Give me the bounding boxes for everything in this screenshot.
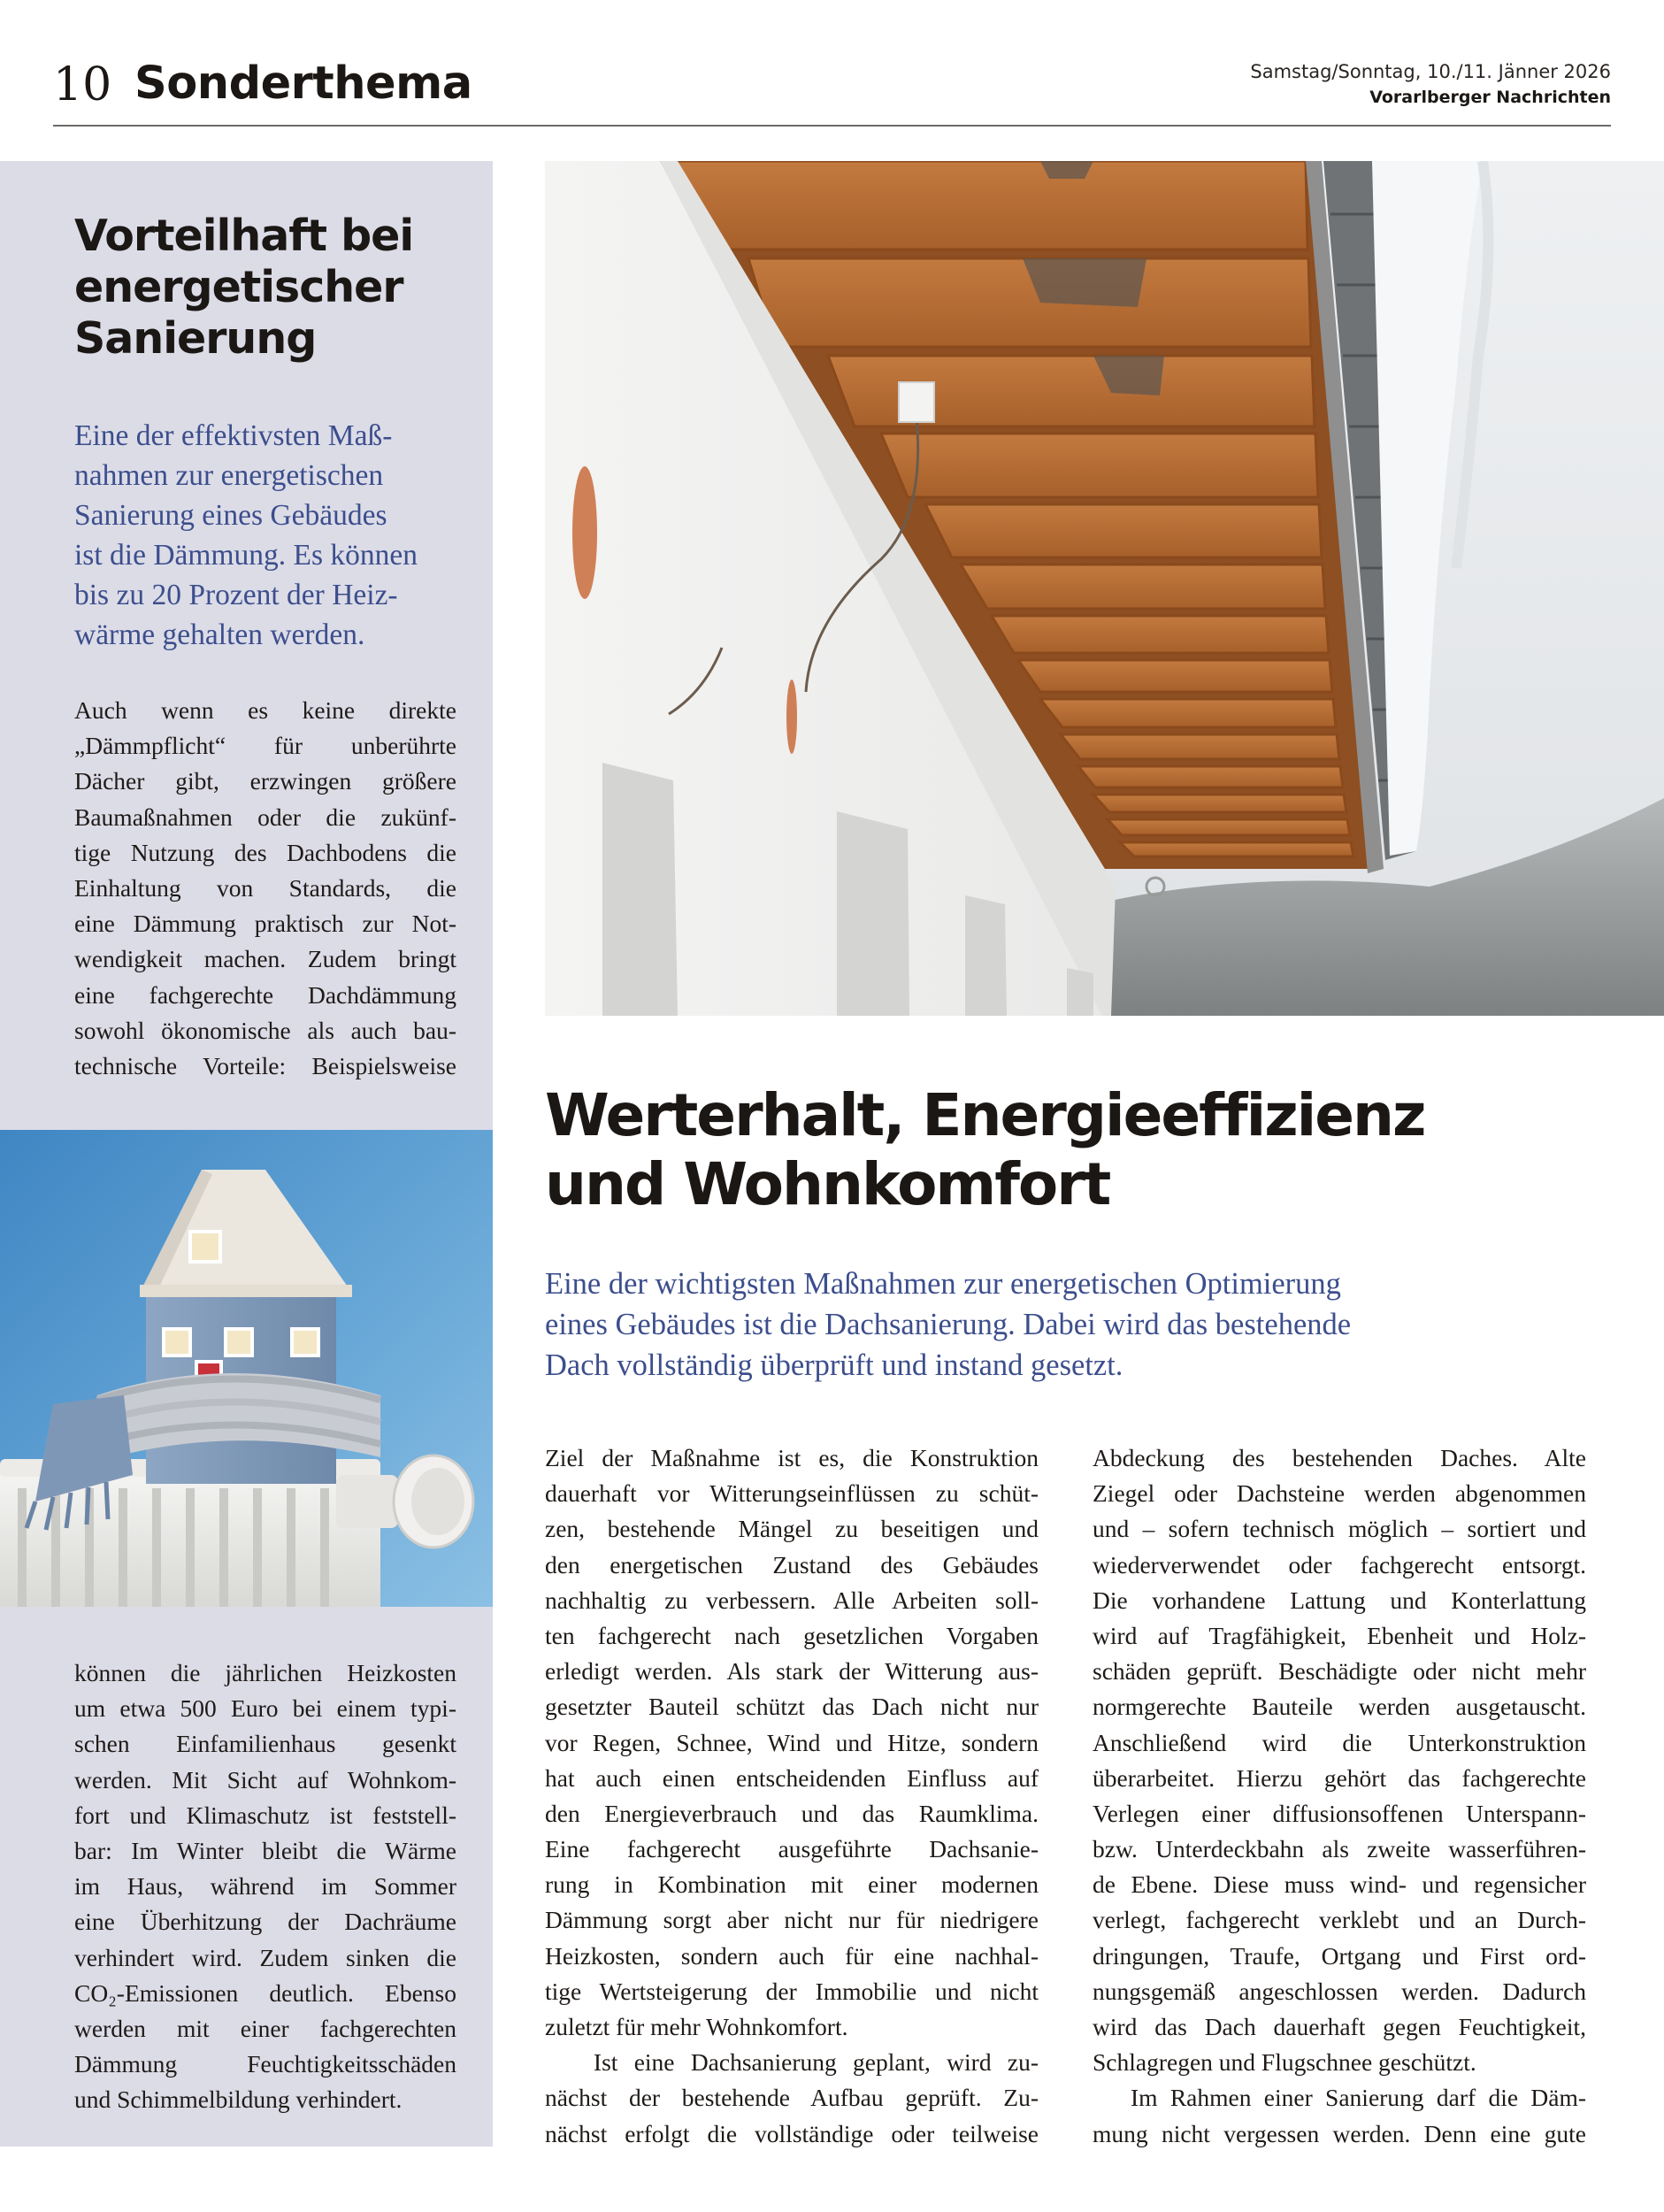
article-lead-line: Eine der wichtigsten Maßnahmen zur energetischen Optimierung: [545, 1267, 1341, 1301]
sidebar-headline: [74, 211, 464, 365]
sidebar-lead-line: Eine der effektivsten Maß-: [74, 419, 393, 452]
article-body-line: Anschließend wird die Unterkonstruktion: [1093, 1728, 1586, 1756]
article-body-line: nächst erfolgt die vollständige oder teilweise: [545, 2119, 1039, 2147]
article-headline: [545, 1081, 1606, 1219]
page-number: 10: [53, 58, 112, 111]
article-body-line: und – sofern technisch möglich – sortiert und: [1093, 1515, 1586, 1543]
article-body-line: wird das Dach dauerhaft gegen Feuchtigkeit,: [1093, 2013, 1586, 2040]
publication-name: Vorarlberger Nachrichten: [1369, 88, 1611, 107]
article-column-2: [1093, 1440, 1586, 2152]
sidebar-body-line: und Schimmelbildung verhindert.: [74, 2085, 403, 2114]
sidebar-body-line: sowohl ökonomische als auch bau-: [74, 1016, 456, 1044]
article-body-line: zen, bestehende Mängel zu beseitigen und: [545, 1515, 1039, 1543]
article-body-line: Im Rahmen einer Sanierung darf die Däm-: [1093, 2084, 1586, 2112]
article-body-line: Heizkosten, sondern auch für eine nachhal-: [545, 1941, 1039, 1970]
article-body-line: den Energieverbrauch und das Raumklima.: [545, 1799, 1039, 1827]
article-body-line: erledigt werden. Als stark der Witterung aus-: [545, 1657, 1039, 1686]
article-body-line: den energetischen Zustand des Gebäudes: [545, 1550, 1039, 1578]
sidebar-body-line: eine Überhitzung der Dachräume: [74, 1908, 456, 1936]
sidebar-body-line: um etwa 500 Euro bei einem typi-: [74, 1694, 456, 1723]
sidebar-body-line: werden mit einer fachgerechten: [74, 2014, 456, 2042]
sidebar-body-part1: [74, 693, 456, 1084]
sidebar-lead-line: bis zu 20 Prozent der Heiz-: [74, 579, 398, 611]
article-lead-line: eines Gebäudes ist die Dachsanierung. Dabei wird das bestehende: [545, 1308, 1352, 1341]
article-body-line: Ziegel oder Dachsteine werden abgenommen: [1093, 1479, 1586, 1508]
sidebar-lead: [74, 416, 464, 655]
article-body-line: tige Wertsteigerung der Immobilie und nicht: [545, 1977, 1039, 2005]
article-body-line: Ist eine Dachsanierung geplant, wird zu-: [545, 2048, 1039, 2077]
article-body-line: rung in Kombination mit einer modernen: [545, 1870, 1039, 1899]
article-body-line: vor Regen, Schnee, Wind und Hitze, sondern: [545, 1728, 1039, 1756]
sidebar-body-line: Baumaßnahmen oder die zukünf-: [74, 803, 456, 831]
sidebar-body-line: Einhaltung von Standards, die: [74, 873, 456, 902]
sidebar-lead-line: ist die Dämmung. Es können: [74, 539, 418, 572]
sidebar-lead-line: wärme gehalten werden.: [74, 618, 365, 651]
sidebar-body-line: CO₂-Emissionen deutlich. Ebenso: [74, 1978, 456, 2007]
article-body-line: dringungen, Traufe, Ortgang und First ord-: [1093, 1941, 1586, 1970]
article-body-line: Ziel der Maßnahme ist es, die Konstruktion: [545, 1444, 1039, 1471]
sidebar-lead-line: Sanierung eines Gebäudes: [74, 499, 387, 532]
article-body-line: Dämmung sorgt aber nicht nur für niedrigere: [545, 1906, 1039, 1934]
house-radiator-photo: [0, 1130, 493, 1607]
article-headline-line: und Wohnkomfort: [545, 1150, 1110, 1218]
sidebar-body-line: technische Vorteile: Beispielsweise: [74, 1051, 456, 1079]
section-title: Sonderthema: [134, 58, 472, 110]
sidebar-body-line: im Haus, während im Sommer: [74, 1872, 456, 1901]
sidebar-body-line: Dämmung Feuchtigkeitsschäden: [74, 2050, 456, 2078]
article-body-line: gesetzter Bauteil schützt das Dach nicht nur: [545, 1693, 1039, 1721]
sidebar-body-line: eine Dämmung praktisch zur Not-: [74, 910, 456, 938]
sidebar-body-line: verhindert wird. Zudem sinken die: [74, 1943, 456, 1971]
issue-date: Samstag/Sonntag, 10./11. Jänner 2026: [1250, 61, 1611, 82]
article-body-line: bzw. Unterdeckbahn als zweite wasserführen-: [1093, 1835, 1586, 1863]
article-body-line: mung nicht vergessen werden. Denn eine gute: [1093, 2119, 1586, 2147]
article-body-line: hat auch einen entscheidenden Einfluss auf: [545, 1763, 1039, 1792]
article-body-line: überarbeitet. Hierzu gehört das fachgerechte: [1093, 1763, 1586, 1792]
article-body-line: Verlegen einer diffusionsoffenen Unterspann-: [1093, 1799, 1586, 1827]
article-body-line: Abdeckung des bestehenden Daches. Alte: [1093, 1444, 1586, 1471]
sidebar-body-part2: [74, 1655, 456, 2117]
sidebar-body-line: bar: Im Winter bleibt die Wärme: [74, 1836, 456, 1864]
roof-eave-photo: [545, 161, 1664, 1016]
article-body-line: nachhaltig zu verbessern. Alle Arbeiten soll-: [545, 1586, 1039, 1614]
sidebar-lead-line: nahmen zur energetischen: [74, 459, 384, 492]
article-column-1: [545, 1440, 1039, 2152]
header-rule: [53, 125, 1611, 127]
article-lead: [545, 1263, 1606, 1386]
sidebar-headline-line: energetischer: [74, 262, 403, 312]
article-body-line: verlegt, fachgerecht verklebt und an Durch-: [1093, 1906, 1586, 1934]
sidebar-headline-line: Sanierung: [74, 313, 317, 364]
article-body-line: de Ebene. Diese muss wind- und regensicher: [1093, 1870, 1586, 1899]
article-body-line: zuletzt für mehr Wohnkomfort.: [545, 2013, 848, 2040]
article-body-line: dauerhaft vor Witterungseinflüssen zu schüt-: [545, 1479, 1039, 1508]
article-body-line: normgerechte Bauteile werden ausgetauscht.: [1093, 1693, 1586, 1721]
article-body-line: nächst der bestehende Aufbau geprüft. Zu-: [545, 2084, 1039, 2112]
sidebar-body-line: werden. Mit Sicht auf Wohnkom-: [74, 1765, 456, 1793]
article-body-line: wird auf Tragfähigkeit, Ebenheit und Holz-: [1093, 1621, 1586, 1649]
sidebar-body-line: können die jährlichen Heizkosten: [74, 1659, 456, 1686]
article-body-line: schäden geprüft. Beschädigte oder nicht mehr: [1093, 1657, 1586, 1686]
sidebar-body-line: „Dämmpflicht“ für unberührte: [74, 732, 456, 760]
sidebar-body-line: tige Nutzung des Dachbodens die: [74, 838, 456, 866]
article-body-line: Die vorhandene Lattung und Konterlattung: [1093, 1586, 1586, 1614]
sidebar-body-line: fort und Klimaschutz ist feststell-: [74, 1801, 456, 1829]
article-body-line: wiederverwendet oder fachgerecht entsorgt.: [1093, 1550, 1586, 1578]
article-headline-line: Werterhalt, Energieeffizienz: [545, 1081, 1425, 1149]
article-body-line: Schlagregen und Flugschnee geschützt.: [1093, 2048, 1476, 2077]
article-lead-line: Dach vollständig überprüft und instand gesetzt.: [545, 1348, 1123, 1382]
article-body-line: Eine fachgerecht ausgeführte Dachsanie-: [545, 1835, 1039, 1863]
sidebar-body-line: Auch wenn es keine direkte: [74, 696, 456, 724]
sidebar-body-line: eine fachgerechte Dachdämmung: [74, 980, 456, 1009]
article-body-line: nungsgemäß angeschlossen werden. Dadurch: [1093, 1977, 1586, 2005]
sidebar-body-line: Dächer gibt, erzwingen größere: [74, 767, 456, 795]
sidebar-headline-line: Vorteilhaft bei: [74, 211, 414, 261]
article-body-line: ten fachgerecht nach gesetzlichen Vorgaben: [545, 1621, 1039, 1649]
sidebar-body-line: wendigkeit machen. Zudem bringt: [74, 945, 456, 973]
sidebar-body-line: schen Einfamilienhaus gesenkt: [74, 1730, 456, 1758]
